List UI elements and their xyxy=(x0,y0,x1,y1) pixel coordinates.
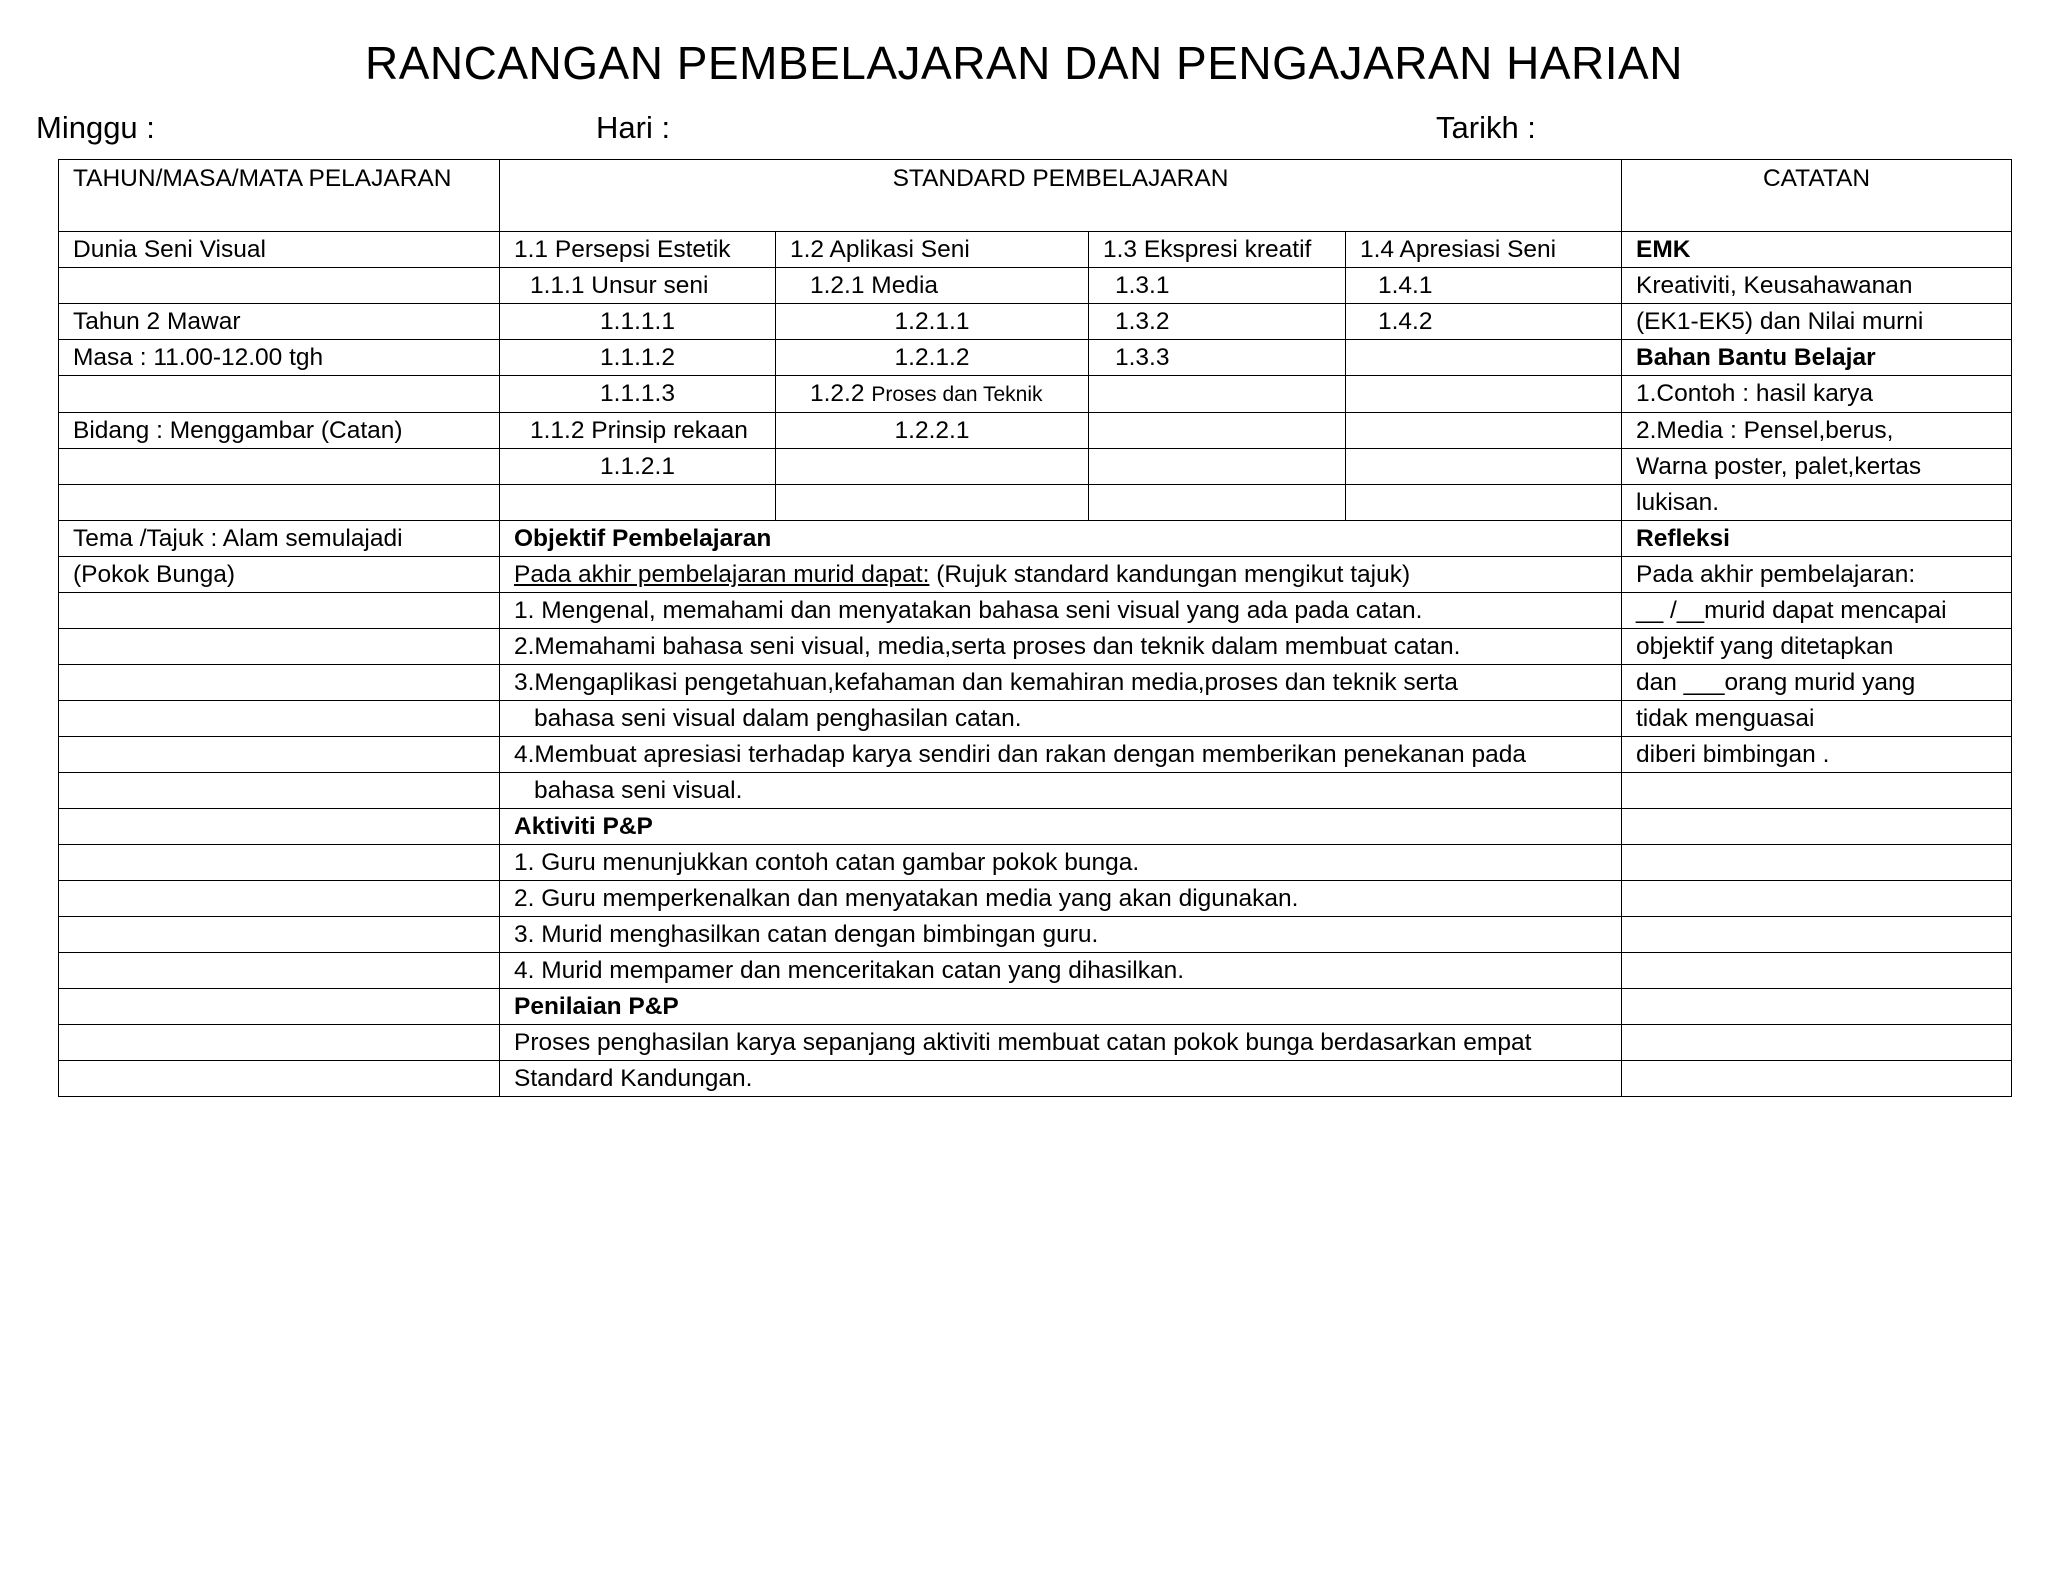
standard-cell: 1.3.1 xyxy=(1089,268,1346,304)
table-row xyxy=(59,989,2012,1025)
header-tahun-masa: TAHUN/MASA/MATA PELAJARAN xyxy=(59,160,500,232)
standard-cell xyxy=(1346,340,1622,376)
refleksi-line: diberi bimbingan . xyxy=(1622,737,2012,773)
objektif-item: 1. Mengenal, memahami dan menyatakan bahasa seni visual yang ada pada catan. xyxy=(500,593,1622,629)
subject-cell: Dunia Seni Visual xyxy=(59,232,500,268)
bbb-line: 1.Contoh : hasil karya xyxy=(1622,376,2012,413)
penilaian-item: Standard Kandungan. xyxy=(500,1061,1622,1097)
standard-cell: 1.1.1 Unsur seni xyxy=(500,268,776,304)
table-row xyxy=(59,593,2012,629)
table-row xyxy=(59,376,2012,413)
minggu-label: Minggu : xyxy=(36,110,155,145)
table-row xyxy=(59,809,2012,845)
table-row xyxy=(59,773,2012,809)
aktiviti-item: 3. Murid menghasilkan catan dengan bimbingan guru. xyxy=(500,917,1622,953)
bbb-line: lukisan. xyxy=(1622,485,2012,521)
tarikh-label: Tarikh : xyxy=(1436,110,1536,145)
standard-cell: 1.1.2.1 xyxy=(500,449,776,485)
table-row xyxy=(59,845,2012,881)
table-row xyxy=(59,449,2012,485)
standard-cell xyxy=(776,449,1089,485)
objektif-title: Objektif Pembelajaran xyxy=(500,521,1622,557)
class-cell: Tahun 2 Mawar xyxy=(59,304,500,340)
table-row xyxy=(59,917,2012,953)
table-row xyxy=(59,304,2012,340)
objektif-item: bahasa seni visual dalam penghasilan catan. xyxy=(500,701,1622,737)
objektif-item: bahasa seni visual. xyxy=(500,773,1622,809)
standard-cell: 1.3.2 xyxy=(1089,304,1346,340)
bbb-line: 2.Media : Pensel,berus, xyxy=(1622,413,2012,449)
standard-cell: 1.2.1.1 xyxy=(776,304,1089,340)
objektif-intro xyxy=(500,557,1622,593)
table-row xyxy=(59,485,2012,521)
table-row xyxy=(59,413,2012,449)
table-row xyxy=(59,701,2012,737)
field-cell: Bidang : Menggambar (Catan) xyxy=(59,413,500,449)
standard-cell xyxy=(500,485,776,521)
standard-cell xyxy=(1089,376,1346,413)
table-row xyxy=(59,1061,2012,1097)
refleksi-line: objektif yang ditetapkan xyxy=(1622,629,2012,665)
standard-cell: 1.2.2 Proses dan Teknik xyxy=(776,376,1089,413)
standard-cell: 1.2.1 Media xyxy=(776,268,1089,304)
table-header-row xyxy=(59,160,2012,232)
table-row xyxy=(59,340,2012,376)
objektif-intro-rest: (Rujuk standard kandungan mengikut tajuk) xyxy=(929,561,1411,588)
standard-cell xyxy=(1089,485,1346,521)
hari-label: Hari : xyxy=(596,110,671,145)
bbb-title: Bahan Bantu Belajar xyxy=(1622,340,2012,376)
standard-cell: 1.1.2 Prinsip rekaan xyxy=(500,413,776,449)
topic-cell: (Pokok Bunga) xyxy=(59,557,500,593)
aktiviti-item: 4. Murid mempamer dan menceritakan catan yang dihasilkan. xyxy=(500,953,1622,989)
objektif-item: 4.Membuat apresiasi terhadap karya sendiri dan rakan dengan memberikan penekanan pada xyxy=(500,737,1622,773)
table-row xyxy=(59,737,2012,773)
lesson-plan-table xyxy=(58,159,2012,1097)
table-row xyxy=(59,232,2012,268)
aktiviti-title: Aktiviti P&P xyxy=(500,809,1622,845)
objektif-item: 2.Memahami bahasa seni visual, media,serta proses dan teknik dalam membuat catan. xyxy=(500,629,1622,665)
standard-cell xyxy=(1089,449,1346,485)
emk-line: Kreativiti, Keusahawanan xyxy=(1622,268,2012,304)
standard-cell xyxy=(776,485,1089,521)
standard-cell xyxy=(1346,449,1622,485)
time-cell: Masa : 11.00-12.00 tgh xyxy=(59,340,500,376)
emk-title: EMK xyxy=(1622,232,2012,268)
objektif-intro-underlined: Pada akhir pembelajaran murid dapat: xyxy=(514,561,930,588)
standard-cell: 1.1.1.3 xyxy=(500,376,776,413)
refleksi-line: Pada akhir pembelajaran: xyxy=(1622,557,2012,593)
standard-cell: 1.4.2 xyxy=(1346,304,1622,340)
aktiviti-item: 1. Guru menunjukkan contoh catan gambar pokok bunga. xyxy=(500,845,1622,881)
standard-col-2: 1.2 Aplikasi Seni xyxy=(776,232,1089,268)
refleksi-title: Refleksi xyxy=(1622,521,2012,557)
refleksi-line: __ /__murid dapat mencapai xyxy=(1622,593,2012,629)
refleksi-line: dan ___orang murid yang xyxy=(1622,665,2012,701)
bbb-line: Warna poster, palet,kertas xyxy=(1622,449,2012,485)
standard-col-1: 1.1 Persepsi Estetik xyxy=(500,232,776,268)
standard-cell xyxy=(1346,413,1622,449)
page-title: RANCANGAN PEMBELAJARAN DAN PENGAJARAN HARIAN xyxy=(365,37,1683,89)
aktiviti-item: 2. Guru memperkenalkan dan menyatakan media yang akan digunakan. xyxy=(500,881,1622,917)
penilaian-title: Penilaian P&P xyxy=(500,989,1622,1025)
header-catatan: CATATAN xyxy=(1622,160,2012,232)
theme-cell: Tema /Tajuk : Alam semulajadi xyxy=(59,521,500,557)
emk-line: (EK1-EK5) dan Nilai murni xyxy=(1622,304,2012,340)
table-row xyxy=(59,629,2012,665)
standard-cell: 1.4.1 xyxy=(1346,268,1622,304)
standard-cell: 1.3.3 xyxy=(1089,340,1346,376)
table-row xyxy=(59,881,2012,917)
standard-cell xyxy=(1346,485,1622,521)
table-row xyxy=(59,557,2012,593)
standard-col-3: 1.3 Ekspresi kreatif xyxy=(1089,232,1346,268)
standard-cell: 1.1.1.2 xyxy=(500,340,776,376)
objektif-item: 3.Mengaplikasi pengetahuan,kefahaman dan kemahiran media,proses dan teknik serta xyxy=(500,665,1622,701)
standard-cell: 1.2.2.1 xyxy=(776,413,1089,449)
standard-cell xyxy=(1089,413,1346,449)
table-row xyxy=(59,1025,2012,1061)
table-row xyxy=(59,665,2012,701)
standard-col-4: 1.4 Apresiasi Seni xyxy=(1346,232,1622,268)
table-row xyxy=(59,268,2012,304)
penilaian-item: Proses penghasilan karya sepanjang aktiviti membuat catan pokok bunga berdasarkan empat xyxy=(500,1025,1622,1061)
standard-cell: 1.2.1.2 xyxy=(776,340,1089,376)
standard-cell: 1.1.1.1 xyxy=(500,304,776,340)
table-row xyxy=(59,521,2012,557)
refleksi-line: tidak menguasai xyxy=(1622,701,2012,737)
standard-cell xyxy=(1346,376,1622,413)
header-standard: STANDARD PEMBELAJARAN xyxy=(500,160,1622,232)
table-row xyxy=(59,953,2012,989)
